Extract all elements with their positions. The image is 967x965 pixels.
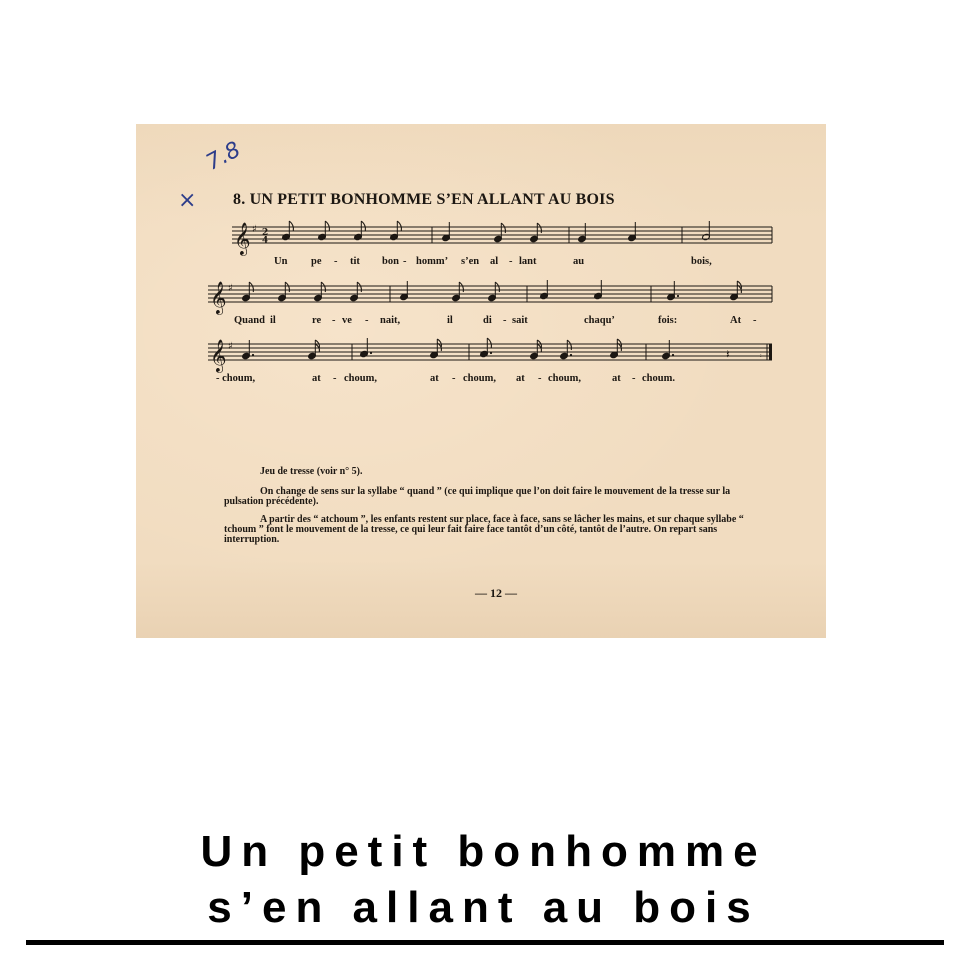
lyric-syllable: choum,	[344, 373, 377, 384]
lyric-syllable: -	[538, 373, 542, 384]
lyric-syllable: -	[334, 256, 338, 267]
handwritten-x-mark: ×	[178, 188, 197, 213]
song-title: 8. UN PETIT BONHOMME S’EN ALLANT AU BOIS	[233, 191, 615, 208]
caption-line-1: Un petit bonhomme	[200, 827, 767, 876]
lyric-syllable: re	[312, 315, 322, 326]
note-flag	[567, 340, 571, 350]
lyric-syllable: il	[447, 315, 453, 326]
lyric-syllable: at	[612, 373, 621, 384]
lyric-syllable: pe	[311, 256, 322, 267]
repeat-dots: :	[760, 353, 762, 359]
note-dot	[677, 295, 679, 297]
lyric-syllable: At	[730, 315, 742, 326]
lyric-syllable: di	[483, 315, 492, 326]
lyric-syllable: s’en	[461, 256, 480, 267]
lyric-syllable: at	[516, 373, 525, 384]
lyric-syllable: choum.	[642, 373, 675, 384]
sharp-icon: ♯	[252, 224, 257, 235]
lyric-syllable: au	[573, 256, 585, 267]
lyric-syllable: chaqu’	[584, 315, 615, 326]
lyric-syllable: -	[403, 256, 407, 267]
lyric-syllable: at	[430, 373, 439, 384]
note-dot	[570, 354, 572, 356]
page-number: — 12 —	[475, 586, 517, 600]
treble-clef-icon: 𝄞	[210, 281, 227, 314]
note-dot	[672, 354, 674, 356]
note-flag	[501, 223, 505, 233]
music-sheet-scan	[136, 124, 826, 638]
lyric-syllable: fois:	[658, 315, 678, 326]
lyric-syllable: Un	[274, 256, 288, 267]
note-flag	[361, 221, 365, 231]
final-bar-thick	[769, 344, 772, 360]
lyric-syllable: -	[452, 373, 456, 384]
note-flag	[289, 221, 293, 231]
note-flag	[325, 221, 329, 231]
lyric-syllable: bon	[382, 256, 399, 267]
lyric-syllable: sait	[512, 315, 528, 326]
lyric-syllable: choum,	[463, 373, 496, 384]
lyric-syllable: -	[753, 315, 757, 326]
note-flag	[321, 282, 325, 292]
note-flag	[495, 282, 499, 292]
lyric-syllable: lant	[519, 256, 537, 267]
note-dot	[252, 354, 254, 356]
lyric-syllable: - choum,	[216, 373, 256, 384]
caption-line-2: s’en allant au bois	[207, 883, 760, 932]
lyric-syllable: at	[312, 373, 321, 384]
note-flag	[397, 221, 401, 231]
lyric-syllable: -	[332, 315, 336, 326]
sharp-icon: ♯	[228, 283, 233, 294]
treble-clef-icon: 𝄞	[210, 339, 227, 372]
note-flag	[537, 223, 541, 233]
lyric-syllable: homm’	[416, 256, 449, 267]
sharp-icon: ♯	[228, 341, 233, 352]
time-signature-bottom: 4	[262, 236, 269, 246]
lyric-syllable: Quand	[234, 315, 265, 326]
lyric-syllable: nait,	[380, 315, 401, 326]
time-signature-top: 2	[262, 228, 269, 238]
lyric-syllable: -	[509, 256, 513, 267]
lyric-syllable: -	[503, 315, 507, 326]
lyric-syllable: al	[490, 256, 499, 267]
note-flag	[249, 282, 253, 292]
lyric-syllable: choum,	[548, 373, 581, 384]
handwritten-number: 7.8	[202, 137, 245, 176]
quarter-rest-icon: 𝄽	[726, 347, 730, 361]
treble-clef-icon: 𝄞	[234, 222, 251, 255]
note-flag	[487, 338, 491, 348]
music-score	[136, 124, 826, 404]
lyric-syllable: -	[365, 315, 369, 326]
lyric-syllable: -	[333, 373, 337, 384]
note-flag	[459, 282, 463, 292]
note-dot	[370, 352, 372, 354]
lyric-syllable: -	[632, 373, 636, 384]
lyric-syllable: bois,	[691, 256, 712, 267]
lyric-syllable: tit	[350, 256, 360, 267]
bottom-rule	[26, 940, 944, 945]
instruction-game: Jeu de tresse (voir n° 5).	[260, 466, 363, 477]
instruction-direction-change: On change de sens sur la syllabe “ quand ” (ce qui implique que l’on doit faire le mouvement de la tresse sur la pulsation précédente).	[224, 486, 731, 507]
note-flag	[285, 282, 289, 292]
note-flag	[357, 282, 361, 292]
instruction-atchoum: A partir des “ atchoum ”, les enfants restent sur place, face à face, sans se lâcher les mains, et sur chaque syllabe “ tchoum ” font le mouvement de la tresse, ce qui leur fait faire face tantôt d’un côté, tantôt de l’autre. On repart sans interruption.	[224, 514, 744, 545]
lyric-syllable: il	[270, 315, 276, 326]
lyric-syllable: ve	[342, 315, 352, 326]
note-dot	[490, 352, 492, 354]
